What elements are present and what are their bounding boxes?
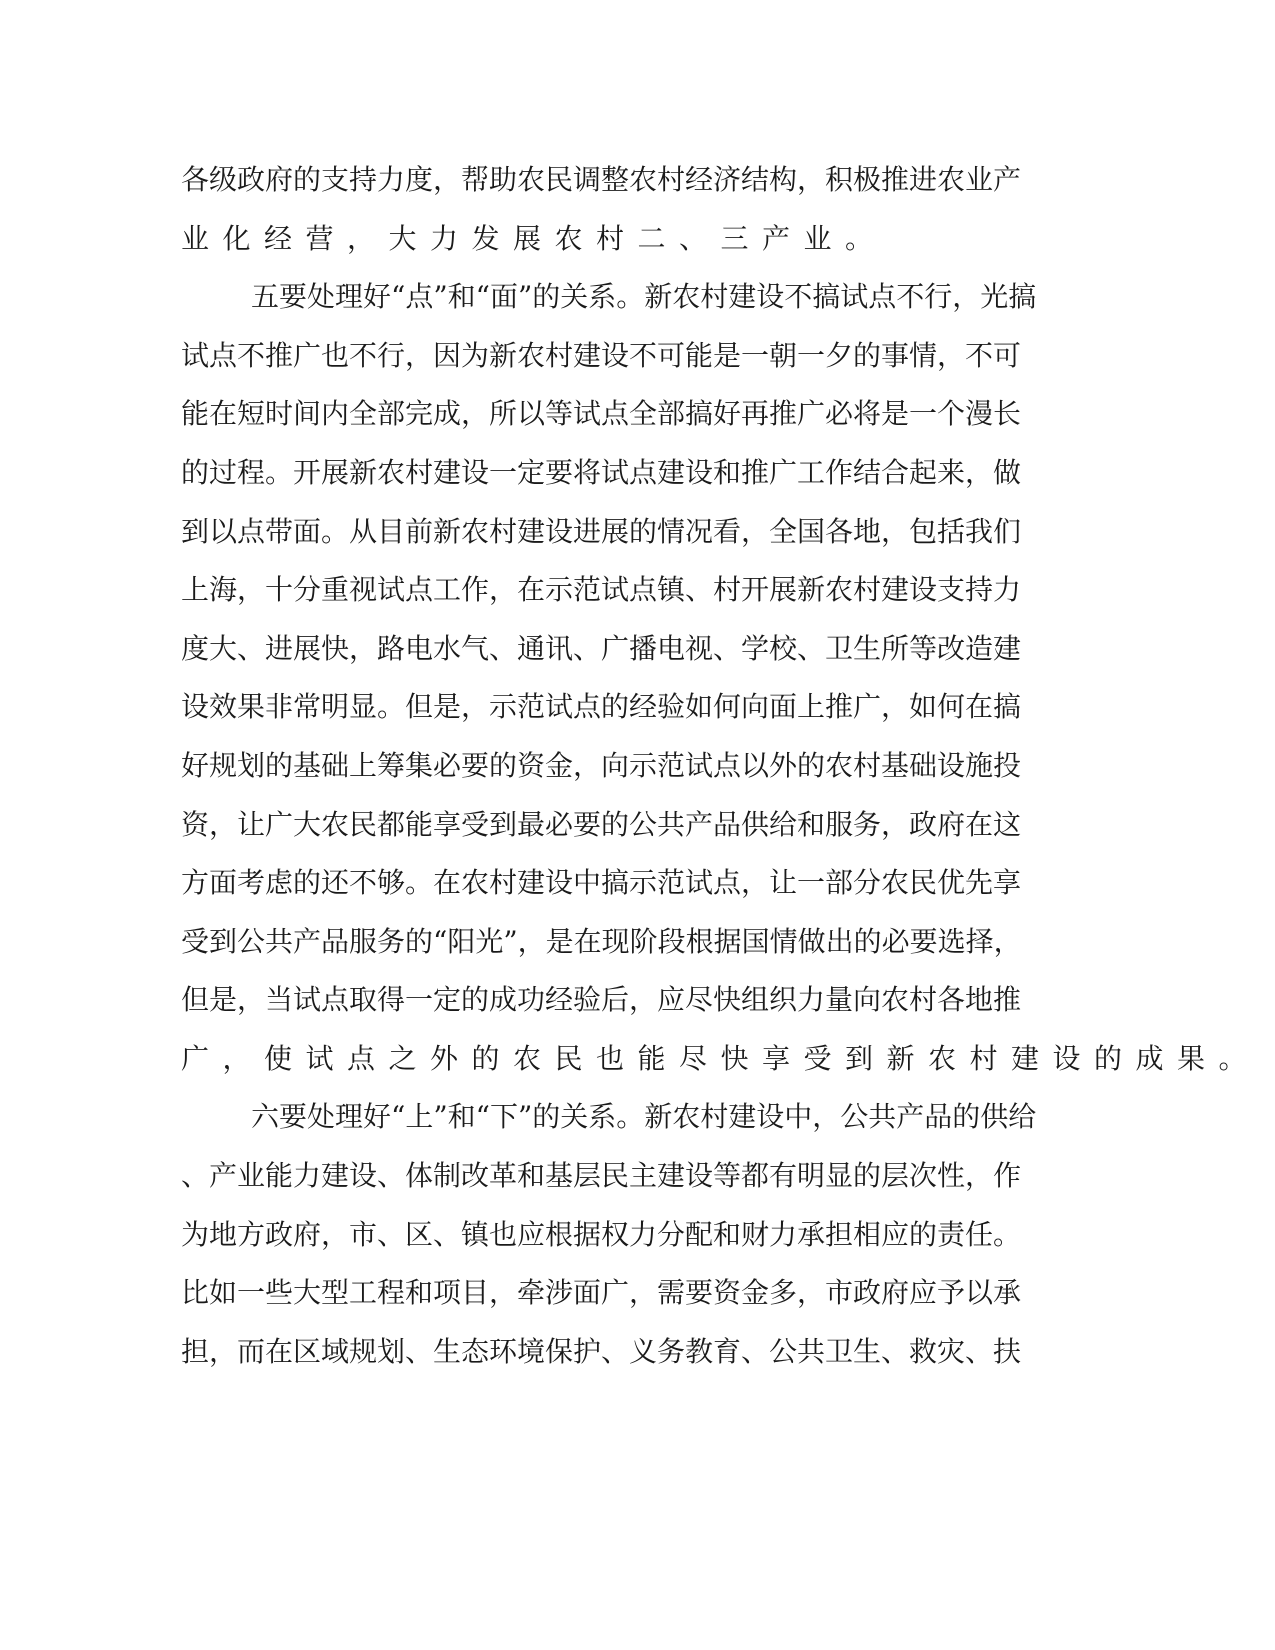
text-line-content: 设效果非常明显。但是，示范试点的经验如何向面上推广，如何在搞 (181, 690, 1022, 723)
text-line-content: 到以点带面。从目前新农村建设进展的情况看，全国各地，包括我们 (181, 515, 1022, 548)
text-line-content: 比如一些大型工程和项目，牵涉面广，需要资金多，市政府应予以承 (181, 1276, 1022, 1309)
text-line-content: 上海，十分重视试点工作，在示范试点镇、村开展新农村建设支持力 (181, 573, 1022, 606)
text-line (0, 1215, 1275, 1255)
text-line (0, 453, 1275, 493)
text-line-content: 能在短时间内全部完成，所以等试点全部搞好再推广必将是一个漫长 (181, 397, 1022, 430)
text-line (0, 1273, 1275, 1313)
text-line-content: 六要处理好“上”和“下”的关系。新农村建设中，公共产品的供给 (251, 1100, 1037, 1133)
text-line (0, 394, 1275, 434)
text-line (0, 1332, 1275, 1372)
text-line (0, 160, 1275, 200)
text-line-content: 的过程。开展新农村建设一定要将试点建设和推广工作结合起来，做 (181, 456, 1022, 489)
text-line-content: 试点不推广也不行，因为新农村建设不可能是一朝一夕的事情，不可 (181, 339, 1022, 372)
text-line (0, 805, 1275, 845)
text-line-content: 资，让广大农民都能享受到最必要的公共产品供给和服务，政府在这 (181, 808, 1022, 841)
text-line-content: 度大、进展快，路电水气、通讯、广播电视、学校、卫生所等改造建 (181, 632, 1022, 665)
text-line (0, 746, 1275, 786)
text-line-content: 受到公共产品服务的“阳光”，是在现阶段根据国情做出的必要选择， (181, 925, 1022, 958)
text-line-content: 方面考虑的还不够。在农村建设中搞示范试点，让一部分农民优先享 (181, 866, 1022, 899)
paragraph-first-line (0, 1097, 1275, 1137)
text-line (0, 980, 1275, 1020)
text-line-content: 五要处理好“点”和“面”的关系。新农村建设不搞试点不行，光搞 (251, 280, 1037, 313)
text-line (0, 1156, 1275, 1196)
text-line (0, 219, 1275, 259)
text-line-content: 担，而在区域规划、生态环境保护、义务教育、公共卫生、救灾、扶 (181, 1335, 1022, 1368)
text-line (0, 336, 1275, 376)
text-line-content: 但是，当试点取得一定的成功经验后，应尽快组织力量向农村各地推 (181, 983, 1022, 1016)
paragraph-first-line (0, 277, 1275, 317)
text-line (0, 922, 1275, 962)
text-line (0, 512, 1275, 552)
text-line-content: 为地方政府，市、区、镇也应根据权力分配和财力承担相应的责任。 (181, 1218, 1022, 1251)
text-line-content: 广，使试点之外的农民也能尽快享受到新农村建设的成果。 (181, 1042, 1261, 1075)
text-line (0, 629, 1275, 669)
text-line (0, 570, 1275, 610)
text-line-content: 各级政府的支持力度，帮助农民调整农村经济结构，积极推进农业产 (181, 163, 1022, 196)
text-line-content: 好规划的基础上筹集必要的资金，向示范试点以外的农村基础设施投 (181, 749, 1022, 782)
text-line-content: 业化经营，大力发展农村二、三产业。 (181, 222, 887, 255)
text-line (0, 687, 1275, 727)
text-line-content: 、产业能力建设、体制改革和基层民主建设等都有明显的层次性，作 (181, 1159, 1022, 1192)
text-line (0, 863, 1275, 903)
text-line (0, 1039, 1275, 1079)
